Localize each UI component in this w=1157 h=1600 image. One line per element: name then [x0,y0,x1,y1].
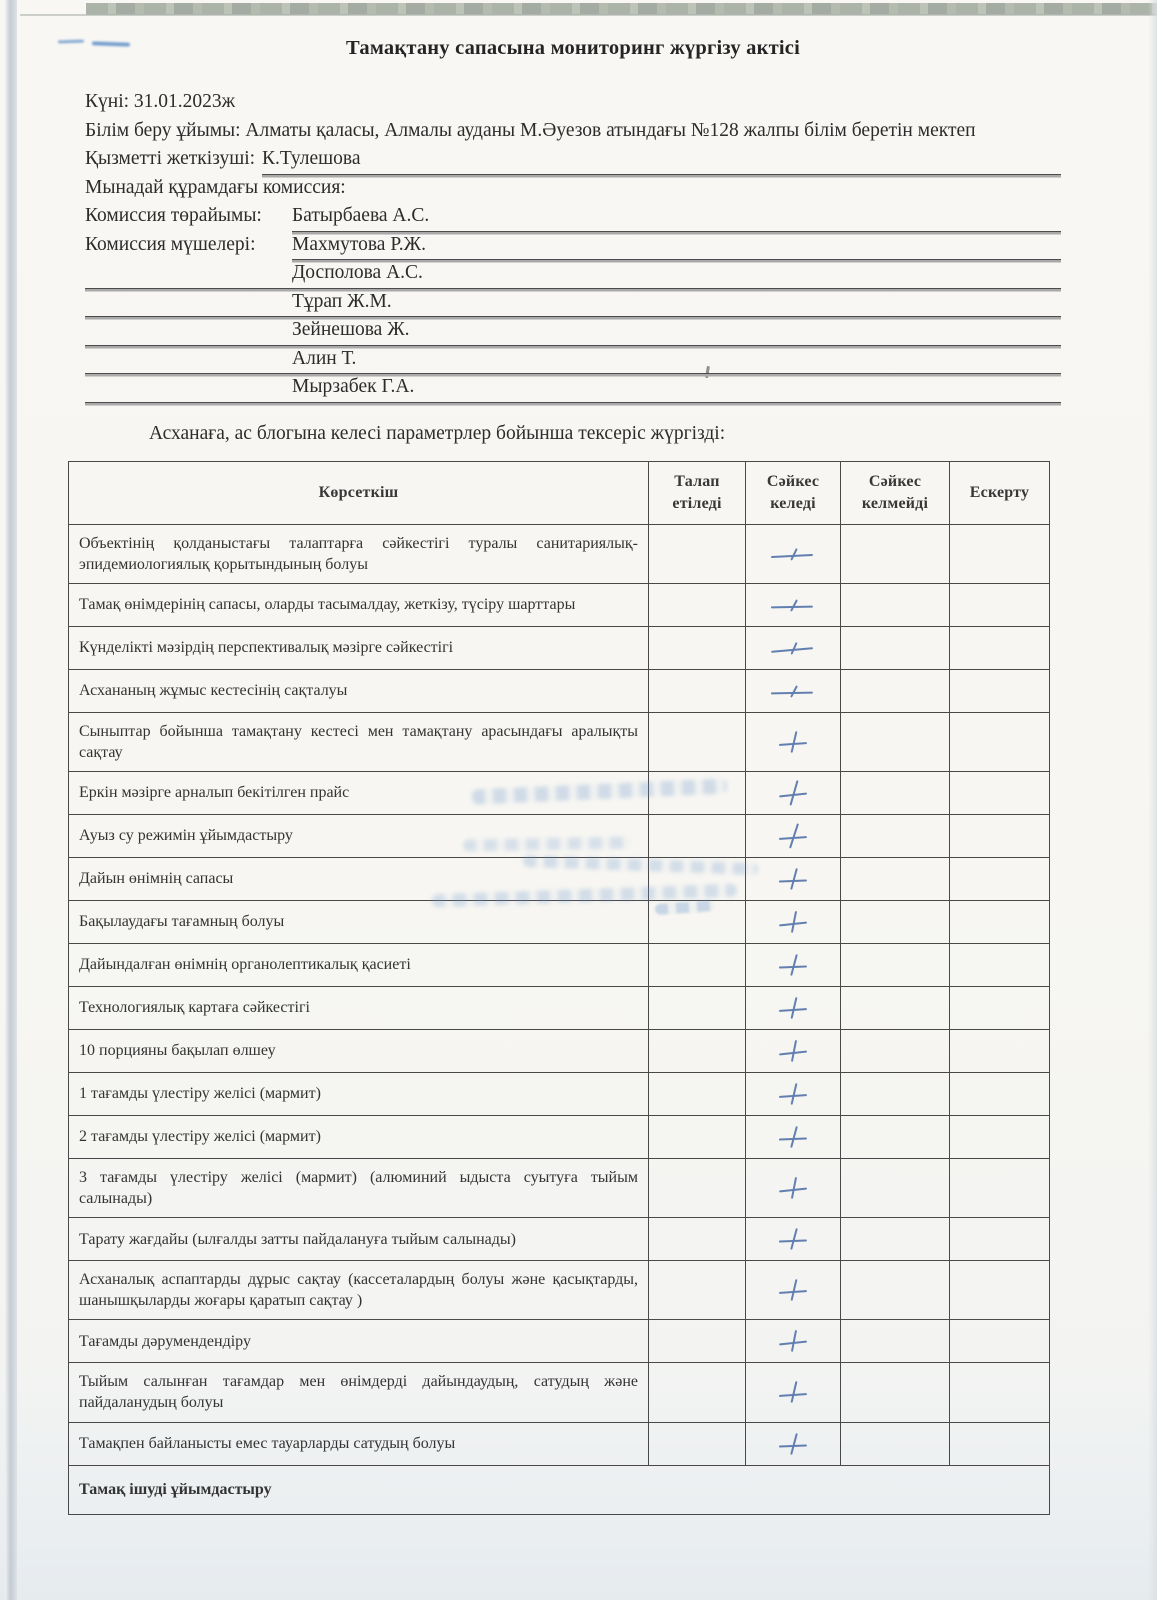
eskertu-cell [950,1072,1050,1115]
member-name: Алин Т. [292,345,362,374]
saikes-kelmeidi-cell [841,1029,950,1072]
eskertu-cell [950,712,1050,771]
blank-line [420,373,1061,402]
footer-cell: Тамақ ішуді ұйымдастыру [69,1465,1050,1514]
handwritten-check-mark [776,677,811,704]
eskertu-cell [950,669,1050,712]
table-row [69,771,1050,814]
handwritten-check-mark [776,865,811,892]
chair-label: Комиссия төрайымы: [85,205,262,226]
saikes-kelmeidi-cell [841,626,950,669]
indicator-cell: Объектінің қолданыстағы талаптарға сәйкестігі туралы санитариялық-эпидемиологиялық қорытындының болуы [69,524,649,583]
blank-line [398,288,1061,317]
talap-etiledi-cell [649,1261,746,1320]
saikes-kelmeidi-cell [841,986,950,1029]
handwritten-check-mark [776,634,811,661]
saikes-keledi-cell [746,1320,841,1363]
eskertu-cell [950,1422,1050,1465]
table-row [69,1029,1050,1072]
eskertu-cell [950,1029,1050,1072]
talap-etiledi-cell [649,900,746,943]
table-row [69,1115,1050,1158]
talap-etiledi-cell [649,1072,746,1115]
saikes-keledi-cell [746,986,841,1029]
saikes-keledi-cell [746,814,841,857]
saikes-keledi-cell [746,771,841,814]
saikes-kelmeidi-cell [841,1363,950,1422]
handwritten-check-mark [776,1123,811,1150]
table-row [69,1158,1050,1217]
saikes-kelmeidi-cell [841,1261,950,1320]
saikes-kelmeidi-cell [841,814,950,857]
table-row [69,669,1050,712]
chair-name: Батырбаева А.С. [292,202,435,231]
eskertu-cell [950,1261,1050,1320]
commission-member-line [85,288,1061,317]
indicator-cell: Еркін мәзірге арналып бекітілген прайс [69,771,649,814]
saikes-kelmeidi-cell [841,669,950,712]
eskertu-cell [950,943,1050,986]
provider-line [85,145,1061,174]
eskertu-cell [950,626,1050,669]
saikes-keledi-cell [746,669,841,712]
table-row [69,1218,1050,1261]
talap-etiledi-cell [649,583,746,626]
handwritten-check-mark [776,995,810,1021]
handwritten-check-mark [776,729,810,755]
blank-line [85,259,292,288]
blank-line [432,231,1061,260]
commission-member-line [85,345,1061,374]
table-row [69,900,1050,943]
handwritten-check-mark [776,1328,811,1355]
eskertu-cell [950,1320,1050,1363]
eskertu-cell [950,1115,1050,1158]
talap-etiledi-cell [649,1115,746,1158]
saikes-keledi-cell [746,1422,841,1465]
column-header-1: Талап етіледі [649,461,746,524]
table-row [69,943,1050,986]
saikes-keledi-cell [746,524,841,583]
commission-member-line [85,259,1061,288]
table-footer-row [69,1465,1050,1514]
indicator-cell: Асханалық аспаптарды дұрыс сақтау (кассеталардың болуы және қасықтарды, шанышқыларды жоғары қаратып сақтау ) [69,1261,649,1320]
saikes-kelmeidi-cell [841,1422,950,1465]
talap-etiledi-cell [649,1320,746,1363]
table-row [69,524,1050,583]
eskertu-cell [950,986,1050,1029]
monitoring-table [68,461,1050,1515]
commission-member-line [85,231,1061,260]
talap-etiledi-cell [649,1422,746,1465]
indicator-cell: 3 тағамды үлестіру желісі (мармит) (алюминий ыдыста суытуға тыйым салынады) [69,1158,649,1217]
talap-etiledi-cell [649,943,746,986]
inspection-intro: Асханаға, ас блогына келесі параметрлер бойынша тексеріс жүргізді: [149,422,726,444]
eskertu-cell [950,1218,1050,1261]
blank-line [429,259,1061,288]
member-name: Тұрап Ж.М. [292,288,398,317]
eskertu-cell [950,814,1050,857]
saikes-kelmeidi-cell [841,1115,950,1158]
blank-line [362,345,1061,374]
saikes-kelmeidi-cell [841,1158,950,1217]
handwritten-check-mark [776,541,810,567]
talap-etiledi-cell [649,986,746,1029]
members-label: Комиссия мүшелері: [85,233,256,255]
member-name: Мырзабек Г.А. [292,373,420,402]
member-name: Досполова А.С. [292,259,429,288]
blank-line [85,373,292,402]
saikes-keledi-cell [746,1218,841,1261]
blank-line [85,288,292,317]
blank-line [367,145,1061,174]
table-row [69,986,1050,1029]
indicator-cell: 10 порцияны бақылап өлшеу [69,1029,649,1072]
talap-etiledi-cell [649,524,746,583]
commission-member-line [85,316,1061,345]
provider-name: К.Тулешова [262,145,366,174]
date-line: Күні: 31.01.2023ж [85,91,236,112]
eskertu-cell [950,1363,1050,1422]
column-header-0: Көрсеткіш [69,461,649,524]
indicator-cell: 2 тағамды үлестіру желісі (мармит) [69,1115,649,1158]
indicator-cell: Тағамды дәрумендендіру [69,1320,649,1363]
indicator-cell: Дайындалған өнімнің органолептикалық қасиеті [69,943,649,986]
saikes-keledi-cell [746,1363,841,1422]
table-row [69,1363,1050,1422]
talap-etiledi-cell [649,1029,746,1072]
eskertu-cell [950,771,1050,814]
eskertu-cell [950,1158,1050,1217]
commission-intro: Мынадай құрамдағы комиссия: [85,176,346,198]
saikes-kelmeidi-cell [841,1072,950,1115]
saikes-kelmeidi-cell [841,1218,950,1261]
eskertu-cell [950,857,1050,900]
indicator-cell: Технологиялық картаға сәйкестігі [69,986,649,1029]
handwritten-check-mark [776,1037,811,1064]
saikes-keledi-cell [746,1072,841,1115]
eskertu-cell [950,583,1050,626]
handwritten-check-mark [776,1081,810,1107]
talap-etiledi-cell [649,1218,746,1261]
handwritten-check-mark [776,823,810,849]
saikes-keledi-cell [746,900,841,943]
indicator-cell: Асхананың жұмыс кестесінің сақталуы [69,669,649,712]
table-row [69,1072,1050,1115]
document-content [79,0,1061,1515]
blank-line [435,202,1061,231]
table-row [69,1422,1050,1465]
handwritten-check-mark [776,1430,811,1457]
talap-etiledi-cell [649,1158,746,1217]
saikes-keledi-cell [746,857,841,900]
indicator-cell: Тамақ өнімдерінің сапасы, оларды тасымалдау, жеткізу, түсіру шарттары [69,583,649,626]
commission-chair-line [85,202,1061,231]
indicator-cell: Тамақпен байланысты емес тауарларды сатудың болуы [69,1422,649,1465]
eskertu-cell [950,900,1050,943]
saikes-kelmeidi-cell [841,524,950,583]
handwritten-check-mark [776,951,811,978]
scan-edge-artifact-left [5,0,17,1600]
saikes-kelmeidi-cell [841,943,950,986]
table-header [69,461,1050,524]
indicator-cell: Дайын өнімнің сапасы [69,857,649,900]
handwritten-check-mark [776,1174,811,1201]
indicator-cell: Күнделікті мәзірдің перспективалық мәзірге сәйкестігі [69,626,649,669]
handwritten-check-mark [776,779,811,806]
saikes-keledi-cell [746,583,841,626]
indicator-cell: Тыйым салынған тағамдар мен өнімдерді дайындаудың, сатудың және пайдаланудың болуы [69,1363,649,1422]
table-row [69,814,1050,857]
indicator-cell: Тарату жағдайы (ылғалды затты пайдалануға тыйым салынады) [69,1218,649,1261]
table-row [69,1320,1050,1363]
organization-line: Білім беру ұйымы: Алматы қаласы, Алмалы ауданы М.Әуезов атындағы №128 жалпы білім беретін мектеп [85,119,976,141]
talap-etiledi-cell [649,1363,746,1422]
indicator-cell: Сыныптар бойынша тамақтану кестесі мен тамақтану арасындағы аралықты сақтау [69,712,649,771]
talap-etiledi-cell [649,814,746,857]
talap-etiledi-cell [649,669,746,712]
commission-member-line [85,373,1061,402]
talap-etiledi-cell [649,771,746,814]
column-header-2: Сәйкес келеді [746,461,841,524]
saikes-kelmeidi-cell [841,771,950,814]
talap-etiledi-cell [649,712,746,771]
saikes-kelmeidi-cell [841,583,950,626]
handwritten-check-mark [776,908,811,935]
indicator-cell: Бақылаудағы тағамның болуы [69,900,649,943]
column-header-3: Сәйкес келмейді [841,461,950,524]
saikes-keledi-cell [746,1029,841,1072]
document-title: Тамақтану сапасына мониторинг жүргізу актісі [346,37,800,59]
blank-line [416,316,1061,345]
eskertu-cell [950,524,1050,583]
talap-etiledi-cell [649,626,746,669]
saikes-keledi-cell [746,1158,841,1217]
indicator-cell: Ауыз су режимін ұйымдастыру [69,814,649,857]
saikes-keledi-cell [746,1115,841,1158]
handwritten-check-mark [776,1226,811,1253]
scan-edge-artifact-right [1148,0,1157,1600]
blank-line [85,316,292,345]
provider-label: Қызметті жеткізуші: [85,148,256,169]
saikes-kelmeidi-cell [841,857,950,900]
saikes-keledi-cell [746,712,841,771]
blank-line [85,345,292,374]
saikes-keledi-cell [746,1261,841,1320]
saikes-kelmeidi-cell [841,900,950,943]
talap-etiledi-cell [649,857,746,900]
saikes-kelmeidi-cell [841,712,950,771]
table-row [69,857,1050,900]
saikes-keledi-cell [746,626,841,669]
member-name: Зейнешова Ж. [292,316,416,345]
table-row [69,1261,1050,1320]
indicator-cell: 1 тағамды үлестіру желісі (мармит) [69,1072,649,1115]
table-row [69,583,1050,626]
saikes-kelmeidi-cell [841,1320,950,1363]
handwritten-check-mark [776,1277,810,1303]
member-name: Махмутова Р.Ж. [292,231,432,260]
handwritten-check-mark [776,1379,810,1405]
column-header-4: Ескерту [950,461,1050,524]
handwritten-check-mark [776,591,811,618]
saikes-keledi-cell [746,943,841,986]
table-row [69,626,1050,669]
table-row [69,712,1050,771]
